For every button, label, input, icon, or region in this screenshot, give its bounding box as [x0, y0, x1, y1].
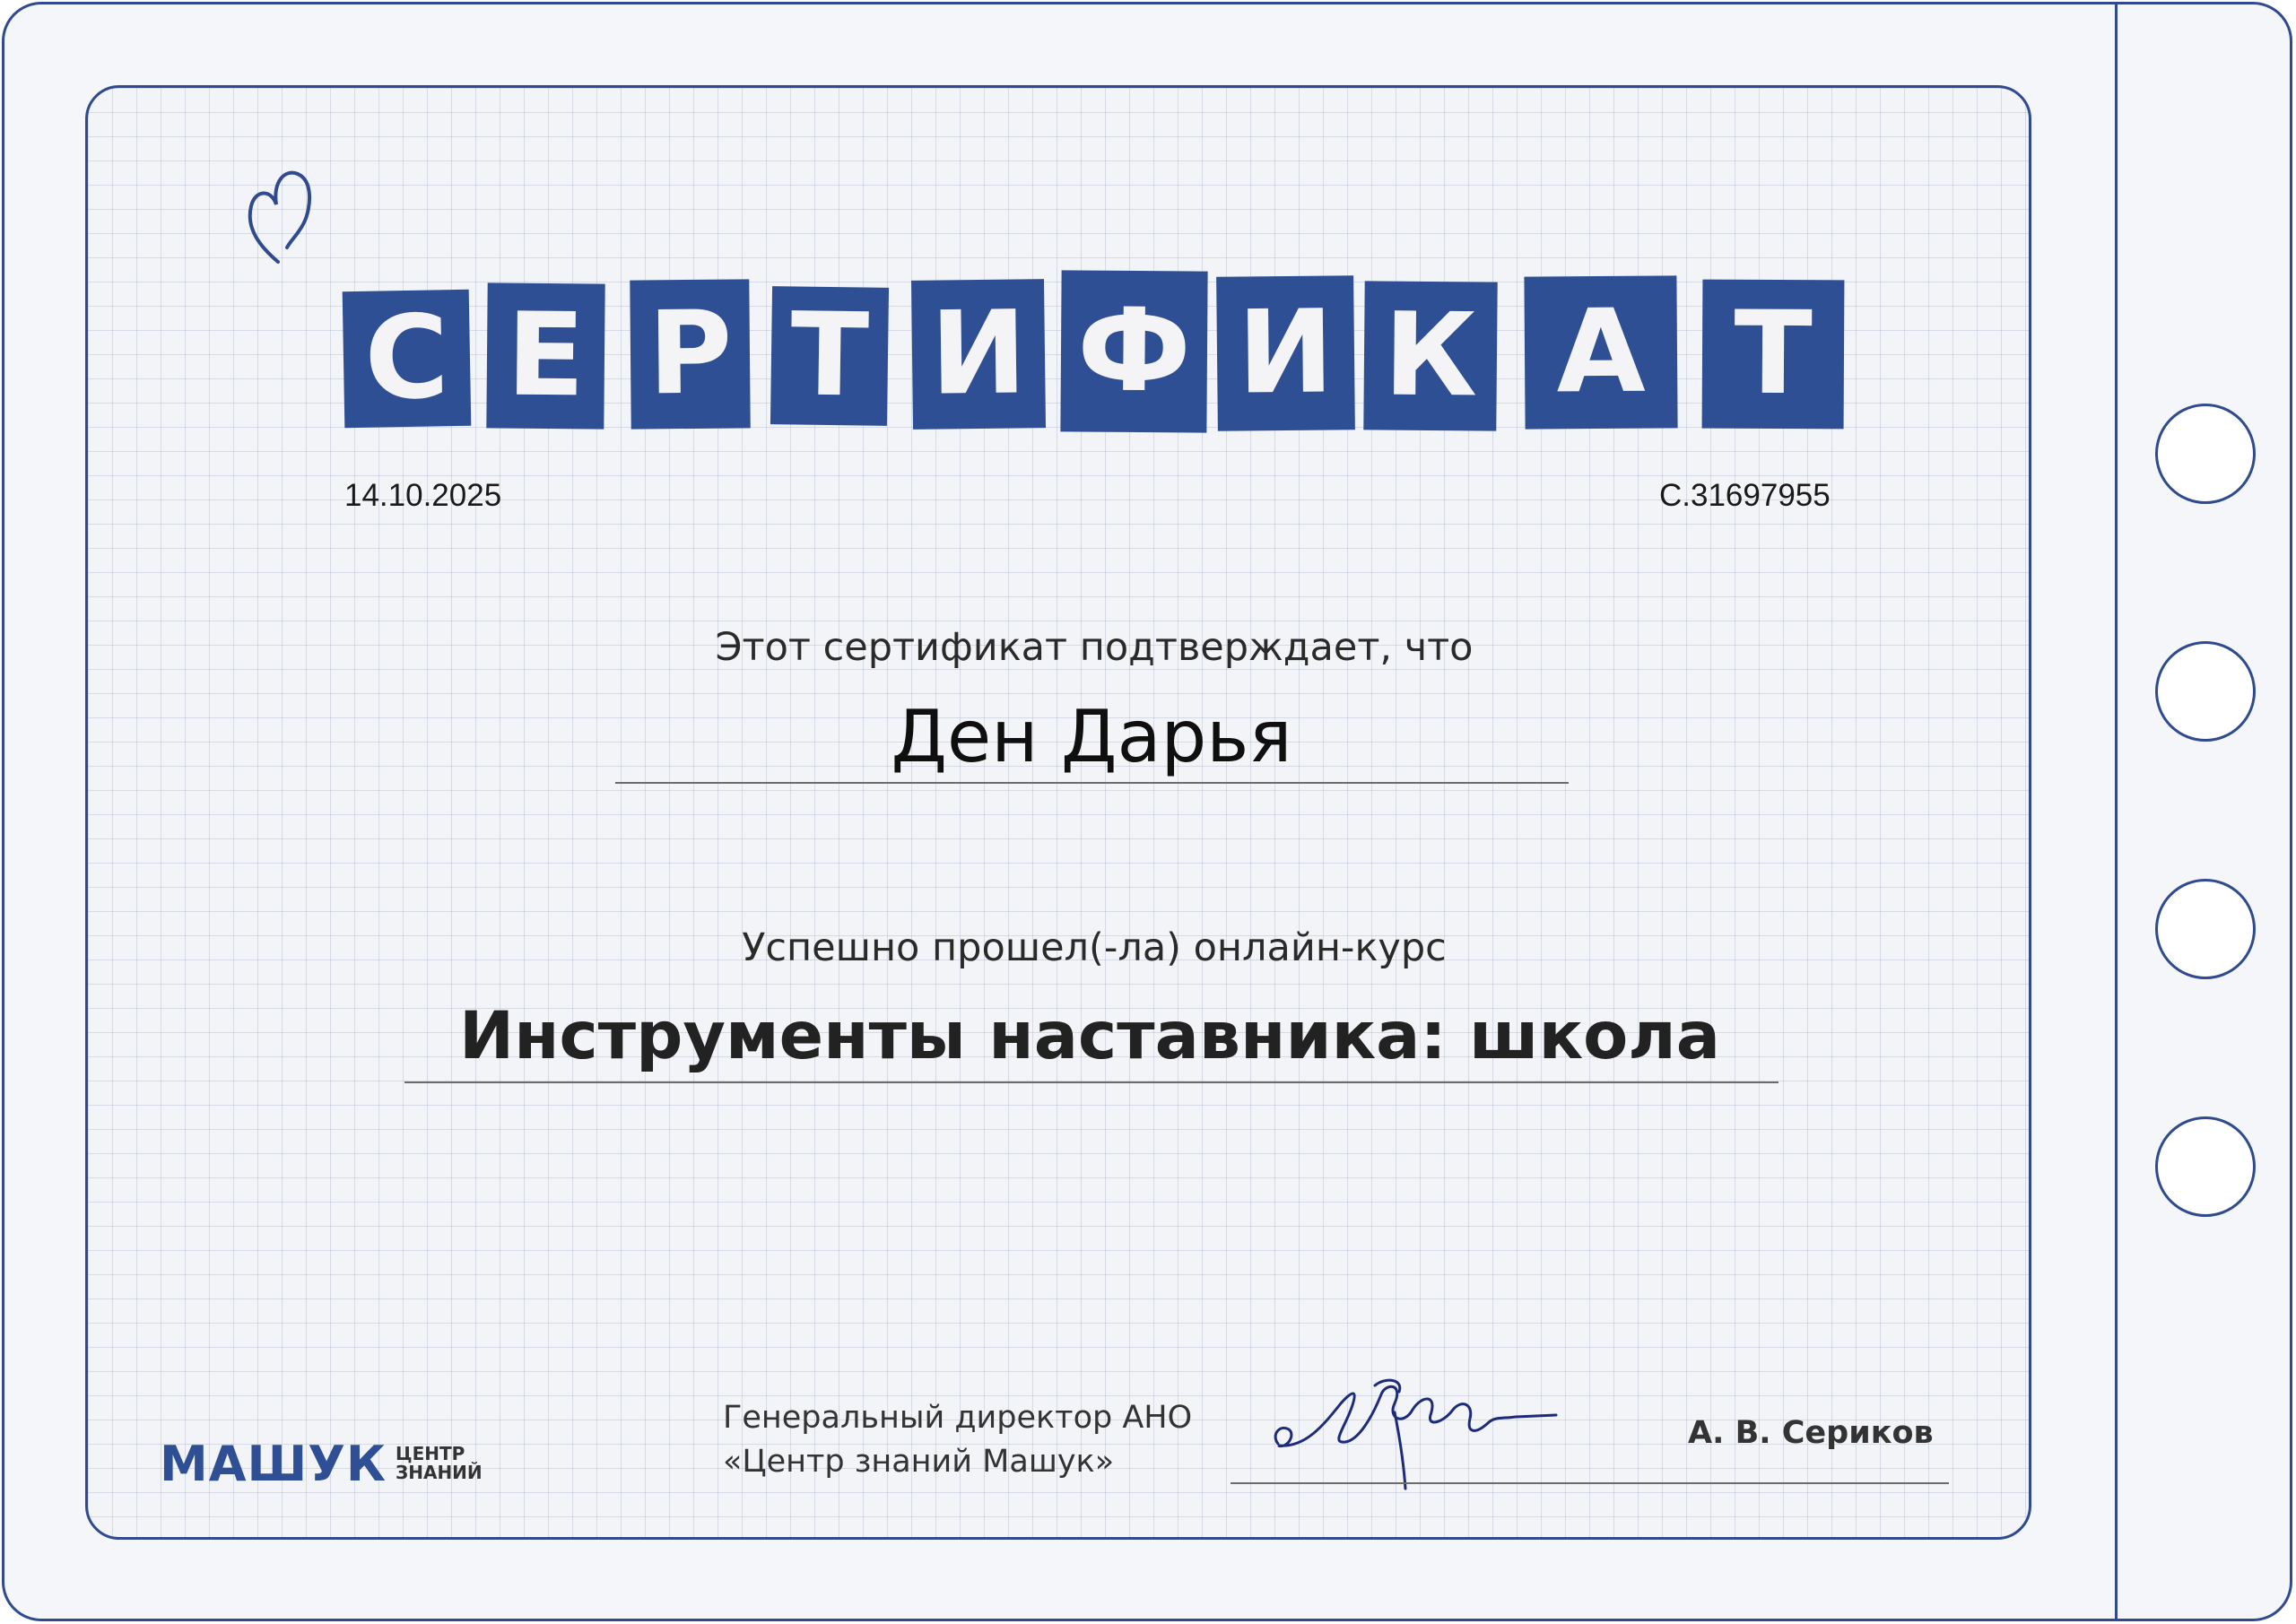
title-letter: С: [343, 290, 472, 428]
binder-hole-icon: [2155, 1116, 2256, 1217]
binder-divider: [2115, 2, 2118, 1621]
title-letter: И: [1216, 275, 1355, 431]
issue-date: 14.10.2025: [344, 478, 502, 513]
binder-hole-icon: [2155, 404, 2256, 504]
course-name: Инструменты наставника: школа: [459, 998, 1720, 1074]
course-underline: [404, 1081, 1779, 1083]
logo-wordmark: МАШУК: [160, 1435, 387, 1492]
signer-name: А. В. Сериков: [1688, 1415, 1934, 1451]
title-letter: К: [1363, 281, 1497, 430]
title-letter: А: [1524, 275, 1677, 429]
completed-text: Успешно прошел(-ла) онлайн-курс: [742, 925, 1447, 970]
title-letter: И: [911, 279, 1046, 430]
logo-subtitle: [396, 1445, 483, 1482]
recipient-name: Ден Дарья: [891, 695, 1292, 778]
logo-subtitle-line1: ЦЕНТР: [396, 1443, 465, 1464]
title-letter: Р: [630, 279, 750, 429]
signature-line: [1231, 1482, 1949, 1484]
heart-doodle-icon: [242, 161, 317, 269]
logo-subtitle-line2: ЗНАНИЙ: [396, 1462, 483, 1483]
title-letter: Т: [1702, 280, 1845, 430]
title-letter: Ф: [1060, 270, 1207, 432]
recipient-underline: [615, 782, 1569, 784]
title-letter: Т: [770, 286, 889, 426]
director-title-line1: Генеральный директор АНО: [723, 1400, 1193, 1436]
director-title: [723, 1396, 1192, 1484]
signature-icon: [1269, 1363, 1655, 1507]
certificate-title: [344, 271, 1850, 441]
logo: [160, 1435, 483, 1492]
certificate-number: С.31697955: [1659, 478, 1831, 513]
title-letter: Е: [486, 282, 604, 429]
director-title-line2: «Центр знаний Машук»: [723, 1444, 1115, 1480]
confirm-text: Этот сертификат подтверждает, что: [715, 625, 1474, 670]
